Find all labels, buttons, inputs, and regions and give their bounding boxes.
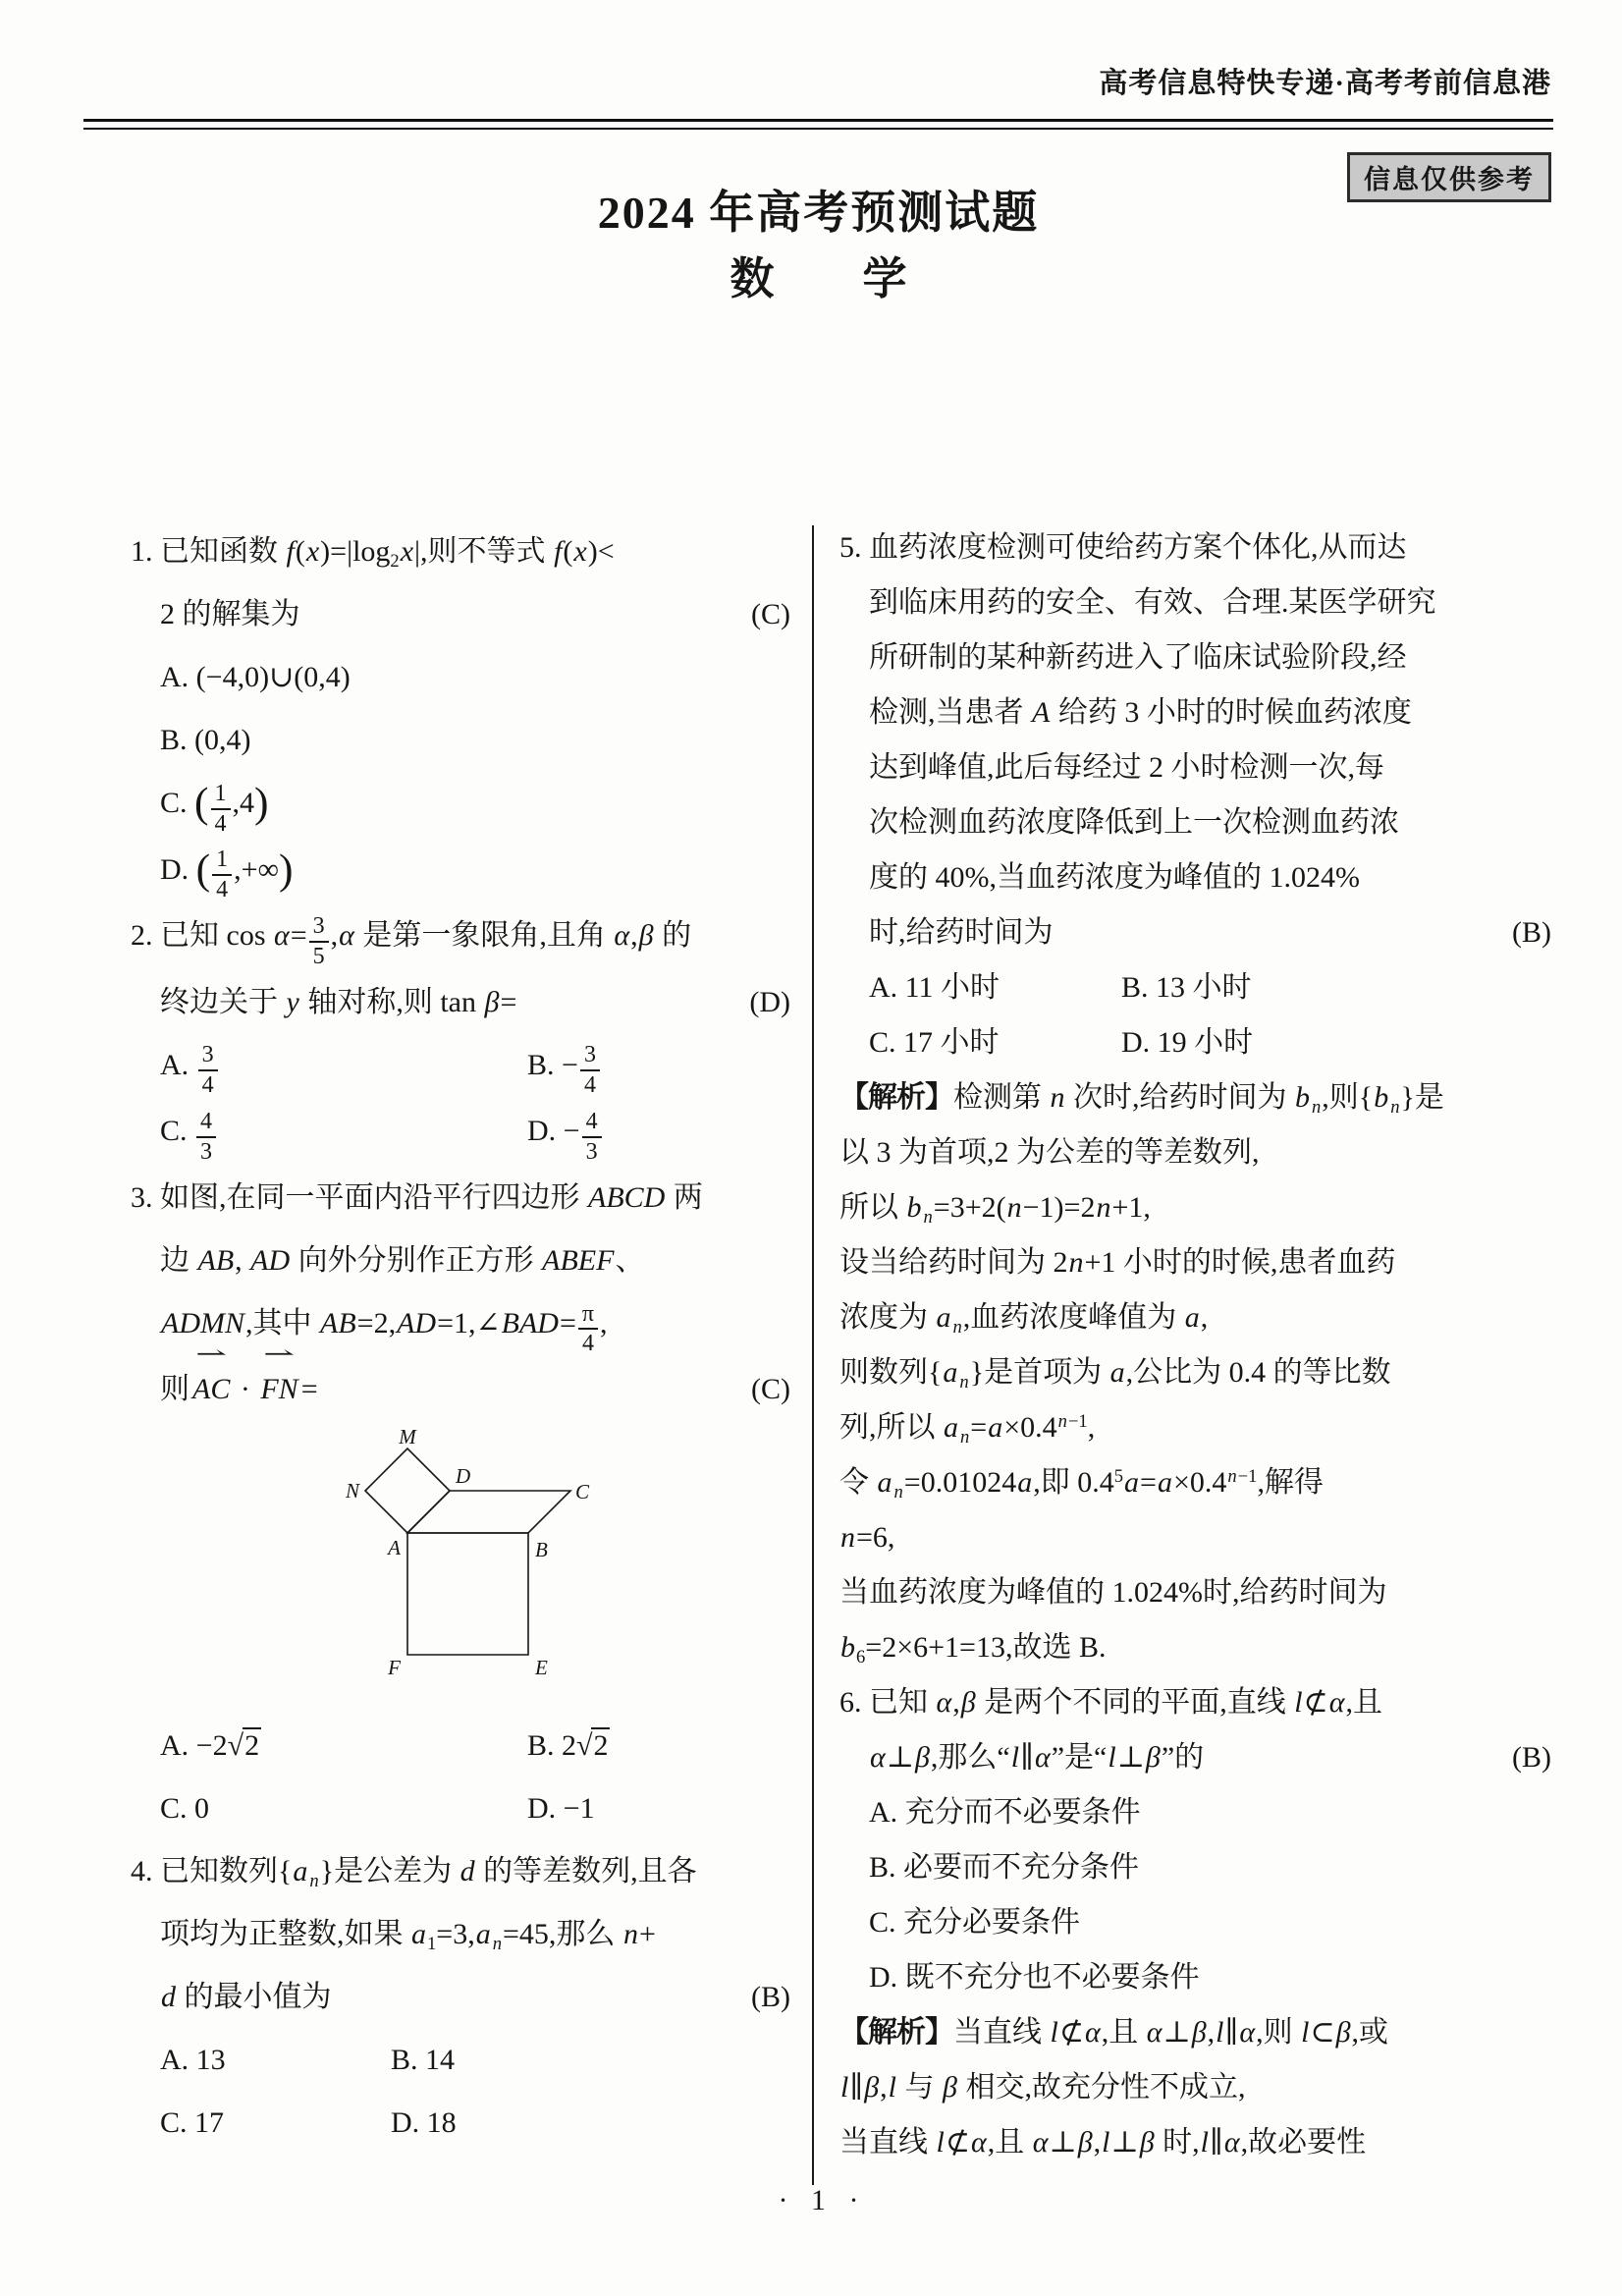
text-line: 5. 血药浓度检测可使给药方案个体化,从而达	[839, 531, 1407, 564]
vertex-label-e: E	[535, 1656, 548, 1680]
option: B. 14	[391, 2044, 456, 2077]
vertex-label-c: C	[575, 1480, 590, 1504]
question-4-text	[131, 1840, 790, 2029]
header-slogan: 高考信息特快专递·高考考前信息港	[1099, 68, 1551, 99]
square-ABEF	[407, 1533, 528, 1655]
question-2	[131, 904, 790, 1167]
vertex-label-b: B	[535, 1538, 548, 1562]
option: C. ( $\frac{1}{4}$ ,4)	[160, 779, 269, 837]
option: C. 0	[160, 1792, 210, 1826]
option: C. $\frac{4}{3}$	[160, 1115, 218, 1147]
option: A. 充分而不必要条件	[869, 1796, 1141, 1829]
text-line: n=6,	[840, 1521, 895, 1554]
text-line: 设当给药时间为 2n+1 小时的时候,患者血药	[839, 1246, 1396, 1279]
subject-title: 数 学	[730, 254, 907, 303]
text-line: 当血药浓度为峰值的 1.024%时,给药时间为	[839, 1576, 1387, 1609]
option: D. 既不充分也不必要条件	[869, 1961, 1200, 1994]
text-line: 达到峰值,此后每经过 2 小时检测一次,每	[869, 751, 1384, 784]
question-3	[131, 1167, 790, 1841]
text-line: 度的 40%,当血药浓度为峰值的 1.024%	[869, 861, 1360, 894]
question-2-options	[131, 1034, 790, 1167]
question-1-text	[131, 520, 790, 646]
vertex-label-f: F	[388, 1656, 401, 1680]
solution-5	[839, 1070, 1551, 1675]
question-1-options	[131, 646, 790, 904]
q3-figure	[312, 1427, 790, 1707]
text-line: 【解析】当直线 l⊄α,且 α⊥β,l∥α,则 l⊂β,或	[839, 2016, 1389, 2049]
text-line: 1. 已知函数 $f(x)=|\log_2x|$,则不等式 f(x)<	[131, 535, 615, 572]
text-line: 2 的解集为 (C)	[160, 598, 790, 630]
question-3-text	[131, 1167, 790, 1422]
text-line: 【解析】检测第 n 次时,给药时间为 b $_n$,则{b $_n$}是	[839, 1081, 1444, 1118]
q3-figure-svg	[312, 1427, 607, 1684]
option-row	[131, 1034, 790, 1101]
text-line: 则 ⇀ AC · ⇀ FN = (C)	[160, 1341, 790, 1406]
option: C. 17	[160, 2106, 225, 2140]
info-badge: 信息仅供参考	[1347, 152, 1551, 202]
column-divider	[812, 525, 814, 2185]
text-line: 检测,当患者 A 给药 3 小时的时候血药浓度	[869, 696, 1412, 729]
option: A. $\frac{3}{4}$	[160, 1049, 220, 1081]
question-1	[131, 520, 790, 904]
vertex-label-m: M	[399, 1427, 416, 1449]
text-line: 2. 已知 cos α= $\frac{3}{5}$ ,α 是第一象限角,且角 α,β 的	[131, 912, 692, 969]
text-line: ADMN,其中 AB=2,AD=1,∠BAD= $\frac{\pi}{4}$ ,	[161, 1300, 608, 1357]
option-row	[131, 1715, 790, 1777]
text-line: α⊥β,那么“l∥α”是“l⊥β”的 (B)	[870, 1741, 1551, 1774]
page-title: 2024 年高考预测试题	[597, 188, 1040, 238]
option-row	[131, 1777, 790, 1840]
option: D. 18	[391, 2106, 457, 2140]
text-line: 3. 如图,在同一平面内沿平行四边形 ABCD 两	[131, 1180, 703, 1214]
text-line: 所研制的某种新药进入了临床试验阶段,经	[869, 641, 1407, 674]
option-row	[131, 2029, 790, 2092]
option: D. 19 小时	[1121, 1026, 1254, 1059]
question-6-options	[839, 1785, 1551, 2005]
option: B. 13 小时	[1121, 971, 1252, 1004]
option-row	[131, 839, 790, 905]
option: D. ( $\frac{1}{4}$ ,+∞)	[160, 845, 294, 903]
text-line: 项均为正整数,如果 $a_1=3,a$ $_n$=45,那么 n+	[160, 1918, 656, 1954]
text-line: 则数列{a $_n$}是首项为 a,公比为 0.4 的等比数	[839, 1356, 1391, 1393]
solution-6-text	[839, 2005, 1551, 2170]
question-6-text	[839, 1675, 1551, 1785]
option-row	[131, 709, 790, 772]
option: B. (0,4)	[160, 724, 251, 756]
solution-5-text	[839, 1070, 1551, 1675]
question-5-options	[839, 960, 1551, 1070]
option: A. (−4,0)∪(0,4)	[160, 661, 351, 693]
option: A. −2√2	[160, 1729, 260, 1763]
solution-6	[839, 2005, 1551, 2170]
question-5	[839, 520, 1551, 1070]
option-row	[839, 1950, 1551, 2005]
option-row	[131, 646, 790, 709]
left-column	[131, 520, 790, 2155]
option-row	[131, 1100, 790, 1167]
option-row	[131, 2092, 790, 2155]
text-line: 终边关于 y 轴对称,则 tan β= (D)	[160, 985, 790, 1018]
option-row	[131, 772, 790, 839]
option: D. −1	[527, 1792, 595, 1826]
text-line: 令 a $_n$=0.01024a,即 $0.4^5a=a\times 0.4^{n-1}$,解得	[839, 1465, 1324, 1503]
text-line: l∥β,l 与 β 相交,故充分性不成立,	[840, 2071, 1246, 2104]
square-ADMN	[365, 1449, 450, 1533]
option: A. 13	[160, 2044, 226, 2077]
text-line: d 的最小值为 (B)	[161, 1981, 790, 2014]
text-line: 所以 b $_n$=3+2(n−1)=2n+1,	[839, 1191, 1151, 1228]
option-row	[839, 1840, 1551, 1895]
option: B. − $\frac{3}{4}$	[527, 1034, 602, 1101]
text-line: 边 AB, AD 向外分别作正方形 ABEF、	[160, 1243, 645, 1277]
text-line: 6. 已知 α,β 是两个不同的平面,直线 l⊄α,且	[839, 1686, 1382, 1719]
option: A. 11 小时	[869, 971, 1000, 1004]
option-row	[839, 1785, 1551, 1840]
text-line: 次检测血药浓度降低到上一次检测血药浓	[869, 806, 1399, 839]
text-line: 时,给药时间为 (B)	[869, 916, 1551, 949]
question-4-options	[131, 2029, 790, 2155]
option-row	[839, 1015, 1551, 1070]
option: C. 充分必要条件	[869, 1906, 1081, 1939]
header-rule	[83, 119, 1553, 130]
text-line: $b_6=2\times 6+1=13$,故选 B.	[840, 1631, 1107, 1667]
page-number: · 1 ·	[778, 2184, 859, 2216]
text-line: 当直线 l⊄α,且 α⊥β,l⊥β 时,l∥α,故必要性	[839, 2126, 1367, 2159]
question-3-options	[131, 1715, 790, 1840]
option: B. 2√2	[527, 1729, 609, 1763]
option-row	[839, 1895, 1551, 1950]
vertex-label-n: N	[345, 1479, 359, 1503]
question-6	[839, 1675, 1551, 2005]
option: D. − $\frac{4}{3}$	[527, 1100, 604, 1167]
vertex-label-a: A	[388, 1536, 401, 1560]
text-line: 以 3 为首项,2 为公差的等差数列,	[839, 1136, 1260, 1169]
text-line: 列,所以 a $_n=a\times 0.4^{n-1}$,	[839, 1410, 1096, 1448]
parallelogram-ABCD	[407, 1491, 570, 1533]
vertex-label-d: D	[456, 1464, 471, 1489]
option-row	[839, 960, 1551, 1015]
option: B. 必要而不充分条件	[869, 1851, 1140, 1884]
option: C. 17 小时	[869, 1026, 1000, 1059]
text-line: 到临床用药的安全、有效、合理.某医学研究	[869, 586, 1436, 619]
right-column	[839, 520, 1551, 2170]
text-line: 浓度为 a $_n$,血药浓度峰值为 a,	[839, 1301, 1209, 1338]
question-4	[131, 1840, 790, 2155]
text-line: 4. 已知数列{a $_n$}是公差为 d 的等差数列,且各	[131, 1855, 697, 1891]
question-2-text	[131, 904, 790, 1034]
question-5-text	[839, 520, 1551, 960]
